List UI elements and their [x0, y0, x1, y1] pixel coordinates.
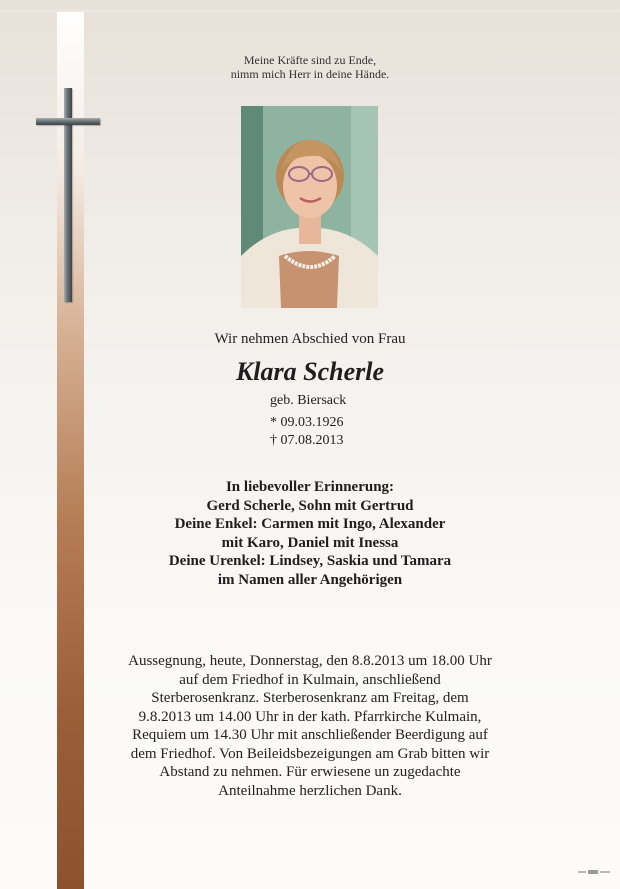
birth-date: * 09.03.1926: [270, 415, 344, 430]
publisher-logo-mark: [578, 868, 610, 876]
verse-line-2: nimm mich Herr in deine Hände.: [230, 67, 390, 81]
memory-line: In liebevoller Erinnerung:: [225, 479, 395, 495]
service-details: [95, 652, 525, 800]
publisher-logo: [578, 868, 610, 876]
cross-horizontal-beam: [36, 118, 100, 125]
service-line: Sterberosenkranz. Sterberosenkranz am Freitag, dem: [151, 690, 469, 706]
birth-name: geb. Biersack: [270, 393, 347, 408]
memory-line: Deine Urenkel: Lindsey, Saskia und Tamara: [168, 553, 452, 569]
memory-line: mit Karo, Daniel mit Inessa: [221, 534, 399, 551]
memory-line: Gerd Scherle, Sohn mit Gertrud: [206, 497, 414, 514]
service-line: 9.8.2013 um 14.00 Uhr in der kath. Pfarrkirche Kulmain,: [138, 708, 482, 725]
memory-block: [110, 478, 510, 589]
portrait-photo: [241, 106, 378, 308]
cross-icon: [36, 88, 100, 302]
top-border-line: [0, 10, 620, 12]
death-date: † 07.08.2013: [270, 433, 344, 448]
service-line: dem Friedhof. Von Beileidsbezeigungen am Grab bitten wir: [130, 745, 490, 762]
service-line: Abstand zu nehmen. Für erwiesene un zugedachte: [159, 764, 461, 780]
portrait-illustration: [241, 106, 378, 308]
verse-line-1: Meine Kräfte sind zu Ende,: [243, 53, 377, 67]
service-line: Anteilnahme herzlichen Dank.: [218, 782, 402, 799]
memory-line: Deine Enkel: Carmen mit Ingo, Alexander: [174, 516, 446, 532]
memory-line: im Namen aller Angehörigen: [217, 571, 403, 588]
service-line: auf dem Friedhof in Kulmain, anschließend: [179, 671, 441, 688]
deceased-name: Klara Scherle: [235, 357, 385, 386]
service-line: Aussegnung, heute, Donnerstag, den 8.8.2013 um 18.00 Uhr: [128, 653, 492, 669]
verse: [200, 53, 420, 81]
service-line: Requiem um 14.30 Uhr mit anschließender Beerdigung auf: [132, 727, 488, 743]
farewell-intro: Wir nehmen Abschied von Frau: [214, 331, 406, 347]
